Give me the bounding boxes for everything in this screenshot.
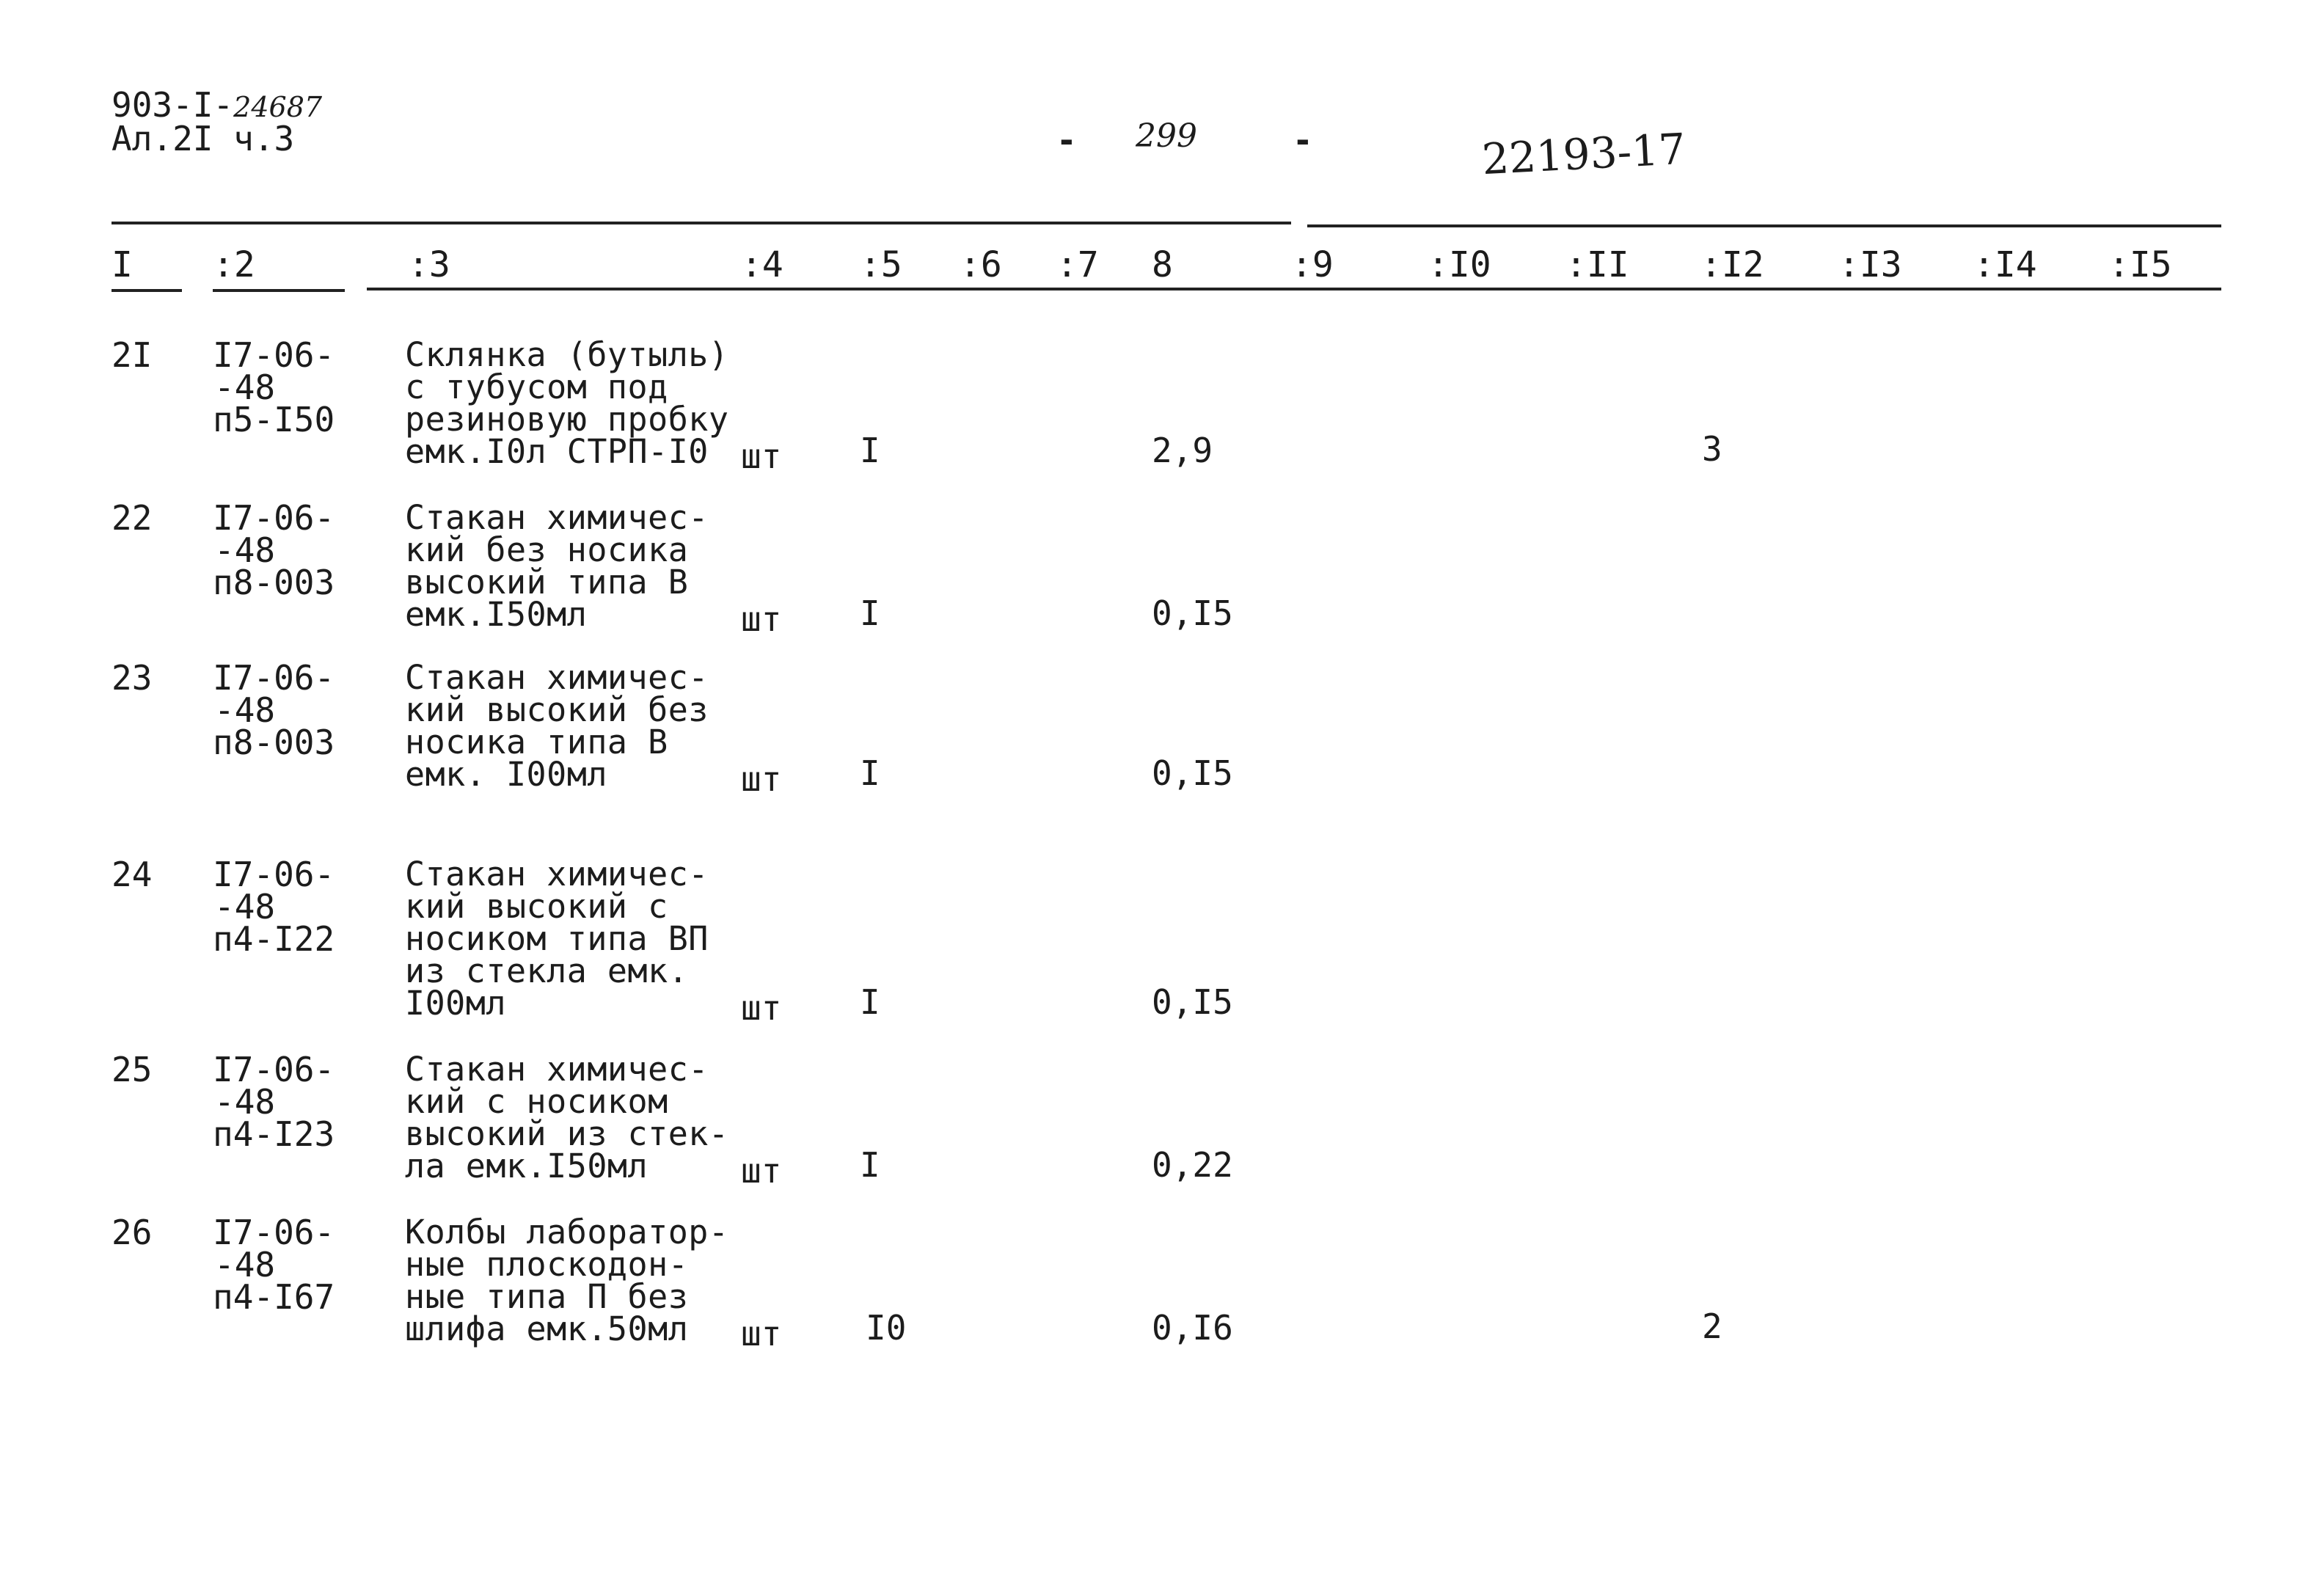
row-code-line: I7-06- (213, 658, 335, 698)
header-rule-left (112, 222, 1291, 224)
row-code-line: -48 (214, 1245, 276, 1284)
row-code-line: I7-06- (213, 1050, 335, 1089)
column-rule-2 (213, 289, 345, 292)
header-rule-right (1307, 224, 2221, 227)
row-description-line: кий без носика (405, 530, 689, 569)
column-header-15: :I5 (2108, 244, 2172, 285)
column-header-4: :4 (741, 244, 783, 285)
column-header-11: :II (1565, 244, 1629, 285)
row-unit: шт (741, 1151, 782, 1191)
row-description-line: носика типа В (405, 723, 668, 761)
row-code-line: п4-I22 (213, 919, 335, 959)
row-unit: шт (741, 599, 782, 639)
column-header-7: :7 (1056, 244, 1099, 285)
column-header-13: :I3 (1838, 244, 1902, 285)
page-number: 299 (1136, 117, 1197, 155)
row-number: 26 (112, 1213, 153, 1252)
row-code-line: -48 (214, 368, 276, 407)
doc-code-line2: Ал.2I ч.3 (112, 119, 295, 158)
column-header-10: :I0 (1428, 244, 1491, 285)
row-description-line: кий высокий с (405, 887, 668, 926)
row-description-line: Стакан химичес- (405, 855, 709, 894)
row-description-line: кий с носиком (405, 1082, 668, 1121)
row-description-line: резиновую пробку (405, 400, 729, 439)
column-header-9: :9 (1291, 244, 1334, 285)
row-price: 0,I5 (1152, 593, 1233, 633)
column-header-14: :I4 (1973, 244, 2037, 285)
row-description-line: ные плоскодон- (405, 1245, 689, 1284)
row-quantity: I (860, 593, 880, 633)
column-header-6: :6 (960, 244, 1002, 285)
row-price: 0,I6 (1152, 1308, 1233, 1348)
row-quantity: I (860, 1145, 880, 1185)
row-code-line: п5-I50 (213, 400, 335, 439)
row-description-line: с тубусом под (405, 368, 668, 406)
row-code-line: -48 (214, 690, 276, 730)
row-code-line: -48 (214, 1082, 276, 1122)
row-quantity: I (860, 753, 880, 793)
column-header-8: 8 (1152, 244, 1173, 285)
column-header-2: :2 (213, 244, 255, 285)
column-rule-1 (112, 289, 182, 292)
row-quantity: I0 (866, 1308, 907, 1348)
row-price: 2,9 (1152, 431, 1213, 470)
column-header-3: :3 (408, 244, 450, 285)
doc-code-handwritten: 24687 (233, 91, 323, 123)
row-col12-value: 2 (1702, 1307, 1722, 1346)
sheet-code: 22193-17 (1480, 123, 1687, 185)
page-dash-left: - (1056, 120, 1077, 160)
row-code-line: I7-06- (213, 335, 335, 375)
row-description-line: кий высокий без (405, 690, 709, 729)
row-code-line: I7-06- (213, 855, 335, 894)
row-description-line: Колбы лаборатор- (405, 1213, 729, 1251)
row-code-line: п8-003 (213, 723, 335, 762)
row-unit: шт (741, 436, 782, 476)
row-description-line: ные типа П без (405, 1277, 689, 1316)
row-code-line: п8-003 (213, 563, 335, 602)
row-code-line: -48 (214, 887, 276, 927)
row-number: 23 (112, 658, 153, 698)
row-price: 0,I5 (1152, 982, 1233, 1022)
row-quantity: I (860, 431, 880, 470)
row-description-line: высокий типа В (405, 563, 689, 602)
row-col12-value: 3 (1702, 429, 1722, 469)
row-description-line: Склянка (бутыль) (405, 335, 729, 374)
row-unit: шт (741, 759, 782, 799)
row-unit: шт (741, 1314, 782, 1353)
doc-code-printed: 903-I- (112, 85, 234, 125)
row-description-line: носиком типа ВП (405, 919, 709, 958)
row-description-line: из стекла емк. (405, 951, 689, 990)
column-header-12: :I2 (1700, 244, 1764, 285)
row-number: 2I (112, 335, 153, 375)
row-quantity: I (860, 982, 880, 1022)
row-code-line: п4-I67 (213, 1277, 335, 1317)
row-price: 0,22 (1152, 1145, 1233, 1185)
row-description-line: емк. I00мл (405, 755, 607, 794)
row-description-line: Стакан химичес- (405, 658, 709, 697)
column-header-5: :5 (860, 244, 902, 285)
row-number: 24 (112, 855, 153, 894)
row-price: 0,I5 (1152, 753, 1233, 793)
page-dash-right: - (1293, 120, 1313, 160)
row-description-line: Стакан химичес- (405, 498, 709, 537)
row-code-line: I7-06- (213, 1213, 335, 1252)
row-description-line: шлифа емк.50мл (405, 1309, 689, 1348)
row-description-line: емк.I50мл (405, 595, 588, 634)
row-unit: шт (741, 988, 782, 1028)
column-header-1: I (112, 244, 133, 285)
column-rule-3 (367, 288, 2221, 290)
row-description-line: высокий из стек- (405, 1114, 729, 1153)
row-code-line: -48 (214, 530, 276, 570)
row-number: 25 (112, 1050, 153, 1089)
row-description-line: Стакан химичес- (405, 1050, 709, 1089)
row-code-line: I7-06- (213, 498, 335, 538)
row-description-line: емк.I0л СТРП-I0 (405, 432, 709, 471)
row-number: 22 (112, 498, 153, 538)
row-code-line: п4-I23 (213, 1114, 335, 1154)
row-description-line: ла емк.I50мл (405, 1147, 648, 1185)
row-description-line: I00мл (405, 984, 506, 1023)
